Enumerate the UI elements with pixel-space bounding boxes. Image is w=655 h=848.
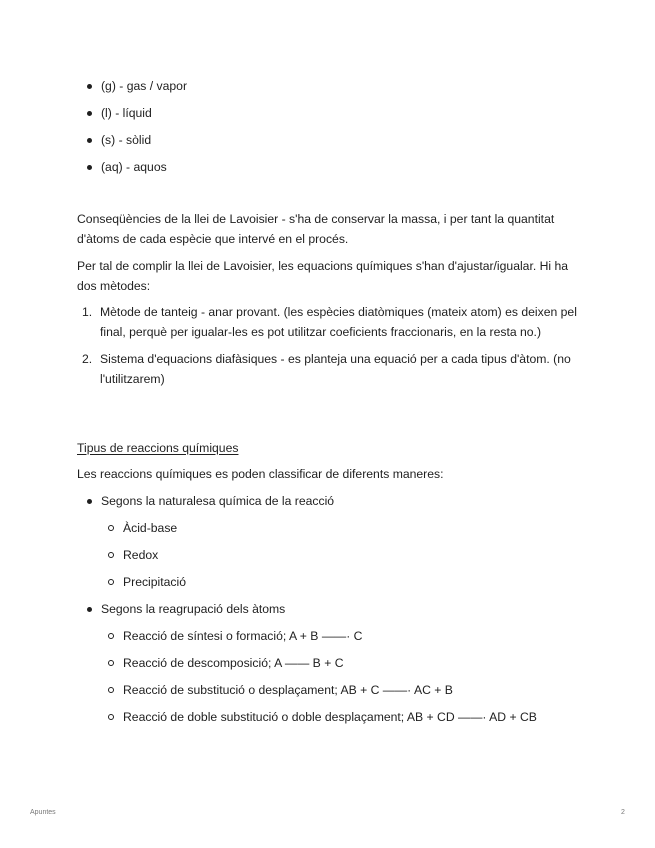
methods-list — [77, 302, 582, 396]
classification-intro-paragraph: Les reaccions químiques es poden classificar de diferents maneres: — [77, 467, 444, 481]
list-item: (aq) - aquos — [0, 159, 655, 186]
list-item-text: Mètode de tanteig - anar provant. (les espècies diatòmiques (mateix atom) es deixen pel final, perquè per igualar-les es pot utilitzar coeficients fraccionaris, en la resta no.) — [100, 305, 577, 339]
classification-category — [77, 601, 617, 736]
lavoisier-consequences-paragraph: Conseqüències de la llei de Lavoisier - s'ha de conservar la massa, i per tant la quantitat d'àtoms de cada espècie que intervé en el procés. — [77, 212, 555, 246]
sub-list-item: Reacció de descomposició; A —— B + C — [101, 655, 617, 682]
section-heading: Tipus de reaccions químiques — [77, 441, 239, 455]
footer-label: Apuntes — [30, 809, 56, 816]
sub-list — [101, 520, 617, 601]
list-item: (g) - gas / vapor — [0, 78, 655, 105]
list-item: (s) - sòlid — [0, 132, 655, 159]
sub-list-item: Reacció de doble substitució o doble desplaçament; AB + CD ——· AD + CB — [101, 709, 617, 736]
sub-list-item: Reacció de síntesi o formació; A + B ——· C — [101, 628, 617, 655]
list-number: 1. — [82, 305, 93, 319]
list-item: (l) - líquid — [0, 105, 655, 132]
category-label: Segons la reagrupació dels àtoms — [101, 602, 286, 616]
classification-list — [77, 493, 617, 736]
list-item-text: Sistema d'equacions diafàsiques - es planteja una equació per a cada tipus d'àtom. (no l'utilitzarem) — [100, 352, 571, 386]
state-list — [0, 78, 655, 186]
classification-category — [77, 493, 617, 601]
adjusting-methods-paragraph: Per tal de complir la llei de Lavoisier, les equacions químiques s'han d'ajustar/igualar. Hi ha dos mètodes: — [77, 259, 569, 293]
list-number: 2. — [82, 352, 93, 366]
sub-list-item: Àcid-base — [101, 520, 617, 547]
page-number: 2 — [621, 809, 625, 816]
list-item — [77, 302, 582, 342]
sub-list-item: Precipitació — [101, 574, 617, 601]
sub-list — [101, 628, 617, 736]
sub-list-item: Reacció de substitució o desplaçament; AB + C ——· AC + B — [101, 682, 617, 709]
sub-list-item: Redox — [101, 547, 617, 574]
category-label: Segons la naturalesa química de la reacció — [101, 494, 335, 508]
list-item — [77, 349, 582, 389]
